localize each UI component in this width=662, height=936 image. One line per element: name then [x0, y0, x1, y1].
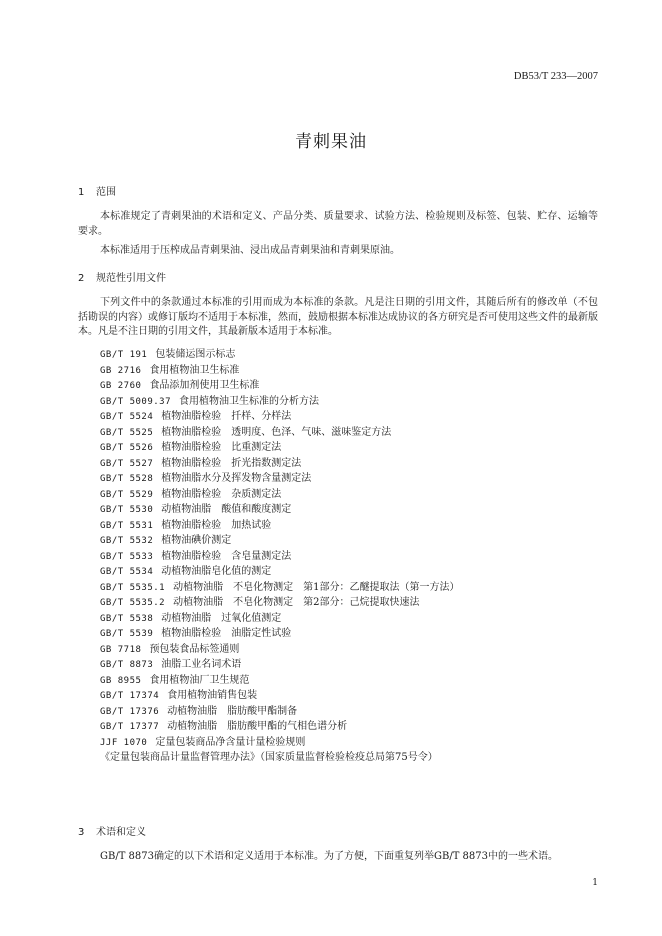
section-1-paragraph-1: 本标准规定了青刺果油的术语和定义、产品分类、质量要求、试验方法、检验规则及标签、包装、贮存、运输等要求。 — [78, 211, 598, 237]
reference-title: 植物油脂检验 折光指数测定法 — [161, 457, 302, 469]
reference-item — [100, 643, 600, 659]
reference-title: 食用植物油厂卫生规范 — [149, 674, 250, 686]
reference-title: 植物油碘价测定 — [161, 535, 232, 546]
reference-title: 植物油脂检验 扦样、分样法 — [161, 411, 292, 422]
reference-title: 植物油脂检验 杂质测定法 — [161, 488, 282, 500]
section-3-heading — [78, 826, 146, 840]
reference-code: JJF 1070 — [100, 737, 148, 748]
section-2-intro: 下列文件中的条款通过本标准的引用而成为本标准的条款。凡是注日期的引用文件，其随后所有的修改单（不包括勘误的内容）或修订版均不适用于本标准，然而，鼓励根据本标准达成协议的各方研究是否可使用这些文件的最新版本。凡是不注日期的引用文件，其最新版本适用于本标准。 — [78, 297, 598, 337]
reference-item — [100, 720, 600, 736]
reference-item — [100, 379, 600, 395]
reference-code: GB/T 5009.37 — [100, 396, 172, 407]
reference-item — [100, 441, 600, 457]
reference-title: 动植物油脂 不皂化物测定 第1部分：乙醚提取法（第一方法） — [173, 581, 460, 593]
reference-code: GB/T 17374 — [100, 691, 160, 701]
section-number: 2 — [78, 273, 85, 284]
reference-item — [100, 705, 600, 721]
reference-code: GB/T 5531 — [100, 520, 154, 531]
reference-code: GB/T 5529 — [100, 489, 154, 500]
reference-item — [100, 488, 600, 504]
reference-title: 定量包装商品净含量计量检验规则 — [155, 736, 306, 748]
reference-code: GB 7718 — [100, 644, 142, 655]
reference-item — [100, 364, 600, 380]
reference-code: GB 2760 — [100, 381, 142, 391]
reference-item — [100, 736, 600, 752]
reference-title: 食用植物油卫生标准的分析方法 — [179, 395, 320, 407]
reference-title: 植物油脂检验 透明度、色泽、气味、滋味鉴定方法 — [161, 426, 392, 438]
section-1-heading — [78, 186, 116, 200]
reference-item — [100, 627, 600, 643]
reference-item — [100, 457, 600, 473]
reference-title: 包装储运图示标志 — [155, 349, 236, 360]
reference-title: 油脂工业名词术语 — [161, 659, 242, 670]
reference-code: GB/T 191 — [100, 350, 148, 360]
reference-item — [100, 348, 600, 364]
section-number: 1 — [78, 187, 85, 198]
reference-title: 食品添加剂使用卫生标准 — [149, 380, 260, 391]
reference-code: GB/T 5524 — [100, 412, 154, 422]
reference-item — [100, 519, 600, 535]
reference-item — [100, 503, 600, 519]
section-title: 规范性引用文件 — [96, 273, 166, 284]
reference-title: 食用植物油卫生标准 — [149, 364, 240, 376]
reference-item — [100, 751, 600, 767]
reference-title: 动植物油脂 脂肪酸甲酯的气相色谱分析 — [167, 721, 348, 732]
reference-code: GB/T 5525 — [100, 427, 154, 438]
reference-item — [100, 534, 600, 550]
reference-code: GB 2716 — [100, 365, 142, 376]
page-number: 1 — [592, 878, 598, 888]
reference-code: GB/T 5528 — [100, 474, 154, 484]
reference-code: GB/T 5535.2 — [100, 598, 166, 608]
section-2-heading — [78, 272, 166, 286]
reference-title: 动植物油脂 脂肪酸甲酯制备 — [167, 705, 298, 717]
reference-item — [100, 472, 600, 488]
reference-item — [100, 426, 600, 442]
section-3-paragraph-1: GB/T 8873确定的以下术语和定义适用于本标准。为了方便，下面重复列举GB/T 8873中的一些术语。 — [100, 851, 559, 862]
reference-code: GB/T 5526 — [100, 443, 154, 453]
reference-list — [100, 348, 600, 767]
reference-title: 植物油脂检验 比重测定法 — [161, 442, 282, 453]
section-number: 3 — [78, 827, 85, 838]
reference-item — [100, 581, 600, 597]
reference-title: 动植物油脂 过氧化值测定 — [161, 612, 282, 624]
reference-item — [100, 612, 600, 628]
standard-code: DB53/T 233—2007 — [513, 71, 598, 82]
reference-item — [100, 596, 600, 612]
reference-code: GB/T 5538 — [100, 613, 154, 624]
reference-item — [100, 550, 600, 566]
reference-code: GB/T 5532 — [100, 536, 154, 546]
reference-item — [100, 658, 600, 674]
reference-code: GB/T 5535.1 — [100, 582, 166, 593]
reference-item — [100, 674, 600, 690]
reference-item — [100, 395, 600, 411]
reference-title: 动植物油脂皂化值的测定 — [161, 566, 272, 577]
reference-code: GB/T 8873 — [100, 660, 154, 670]
section-title: 术语和定义 — [96, 827, 146, 838]
reference-title: 动植物油脂 不皂化物测定 第2部分：己烷提取快速法 — [173, 597, 420, 608]
reference-title: 植物油脂检验 含皂量测定法 — [161, 550, 292, 562]
reference-code: GB/T 17377 — [100, 722, 160, 732]
reference-title: 动植物油脂 酸值和酸度测定 — [161, 504, 292, 515]
reference-code: GB/T 5530 — [100, 505, 154, 515]
reference-item — [100, 410, 600, 426]
reference-title: 食用植物油销售包装 — [167, 690, 258, 701]
reference-code: GB/T 17376 — [100, 706, 160, 717]
reference-code: GB/T 5527 — [100, 458, 154, 469]
reference-code: GB/T 5534 — [100, 567, 154, 577]
reference-title: 预包装食品标签通则 — [149, 643, 240, 655]
section-1-paragraph-2: 本标准适用于压榨成品青刺果油、浸出成品青刺果油和青刺果原油。 — [100, 245, 400, 256]
reference-code: GB 8955 — [100, 675, 142, 686]
reference-title: 植物油脂检验 加热试验 — [161, 519, 272, 531]
reference-code: GB/T 5539 — [100, 629, 154, 639]
reference-title: 《定量包装商品计量监督管理办法》（国家质量监督检验检疫总局第75号令） — [100, 752, 438, 763]
reference-item — [100, 565, 600, 581]
reference-item — [100, 689, 600, 705]
section-title: 范围 — [96, 187, 116, 198]
reference-code: GB/T 5533 — [100, 551, 154, 562]
reference-title: 植物油脂水分及挥发物含量测定法 — [161, 473, 312, 484]
reference-title: 植物油脂检验 油脂定性试验 — [161, 628, 292, 639]
document-title: 青刺果油 — [295, 132, 367, 152]
